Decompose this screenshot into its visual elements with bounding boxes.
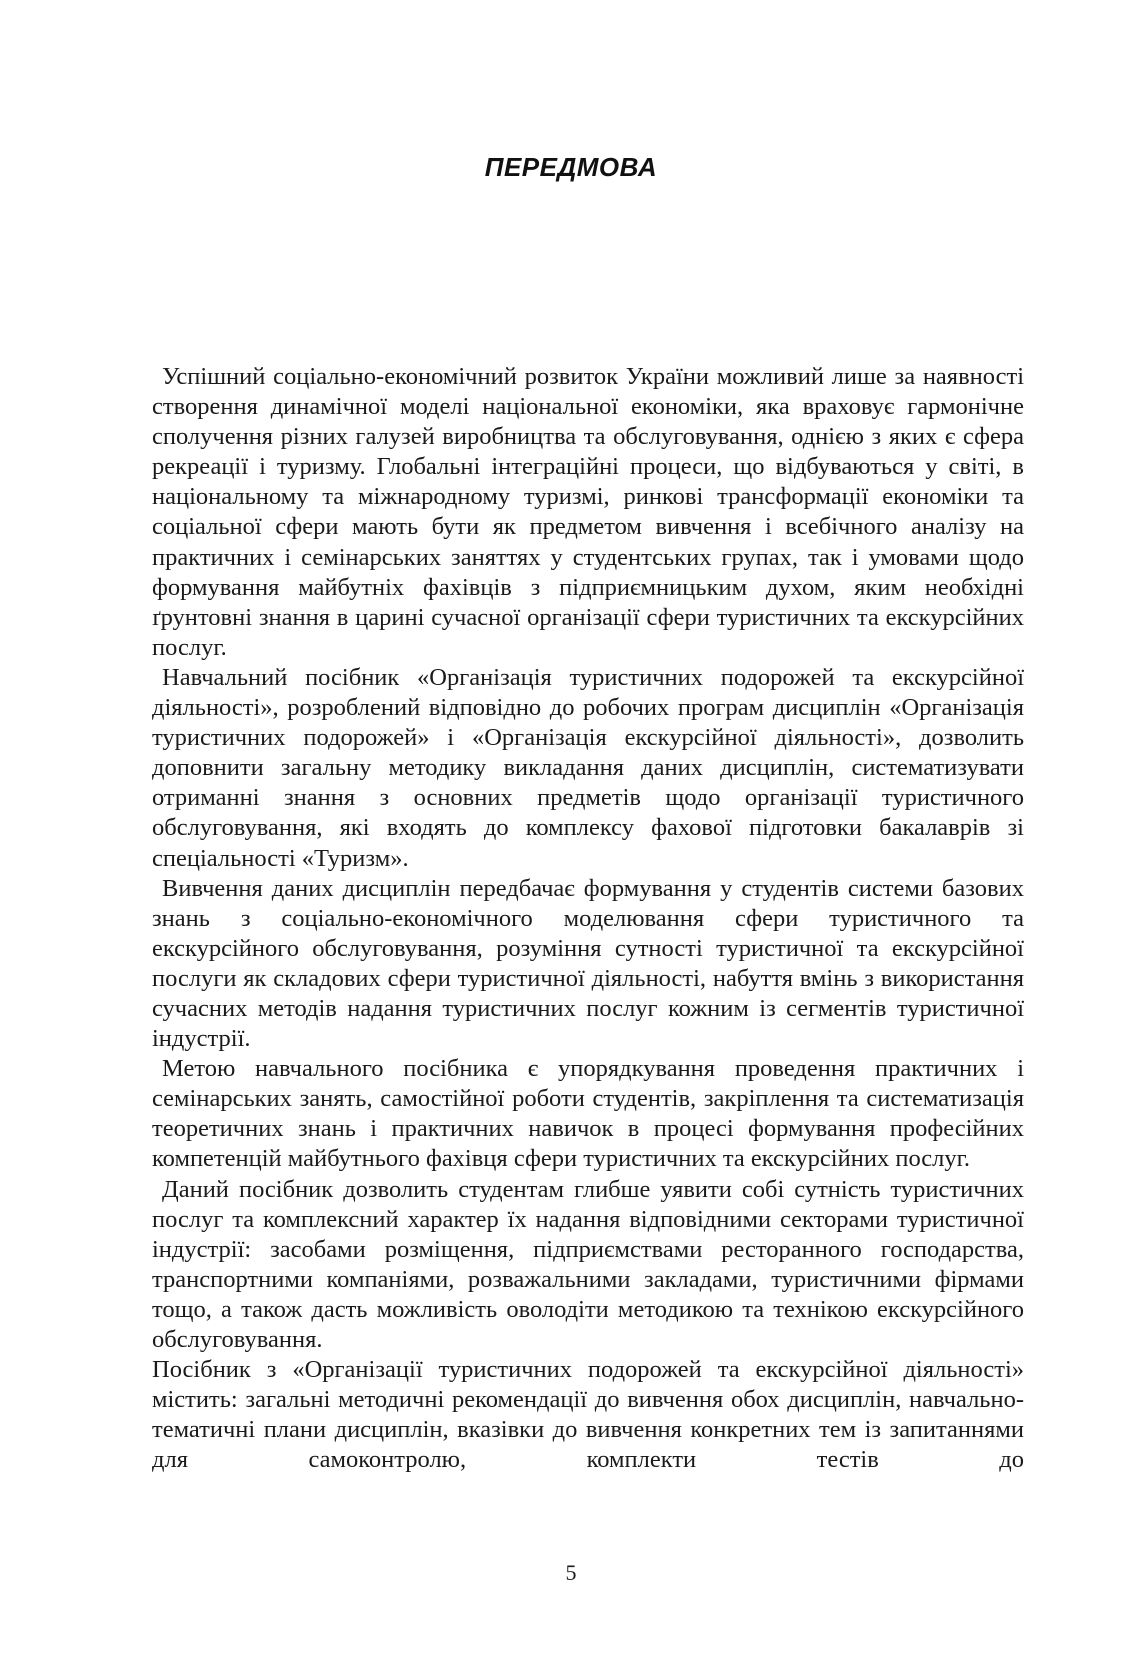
paragraph: Даний посібник дозволить студентам глибше уявити собі сутність туристичних послуг та комплексний характер їх надання відповідними секторами туристичної індустрії: засобами розміщення, підприємствами ресторанного господарства, транспортними компаніями, розважальними закладами, туристичними фірмами тощо, а також дасть можливість оволодіти методикою та технікою екскурсійного обслуговування. — [152, 1175, 1024, 1353]
body-text — [152, 362, 1024, 1475]
page-title: ПЕРЕДМОВА — [484, 152, 658, 182]
paragraph: Успішний соціально-економічний розвиток України можливий лише за наявності створення динамічної моделі національної економіки, яка враховує гармонічне сполучення різних галузей виробництва та обслуговування, однією з яких є сфера рекреації і туризму. Глобальні інтеграційні процеси, що відбуваються у світі, в національному та міжнародному туризмі, ринкові трансформації економіки та соціальної сфери мають бути як предметом вивчення і всебічного аналізу на практичних і семінарських заняттях у студентських групах, так і умовами щодо формування майбутніх фахівців з підприємницьким духом, яким необхідні ґрунтовні знання в царині сучасної організації сфери туристичних та екскурсійних послуг. — [152, 363, 1024, 661]
paragraph: Посібник з «Організації туристичних подорожей та екскурсійної діяльності» містить: загальні методичні рекомендації до вивчення обох дисциплін, навчально-тематичні плани дисциплін, вказівки до вивчення конкретних тем із запитаннями для самоконтролю, комплекти тестів до — [152, 1356, 1024, 1474]
paragraph: Метою навчального посібника є упорядкування проведення практичних і семінарських занять, самостійної роботи студентів, закріплення та систематизація теоретичних знань і практичних навичок в процесі формування професійних компетенцій майбутнього фахівця сфери туристичних та екскурсійних послуг. — [152, 1055, 1024, 1173]
paragraph: Навчальний посібник «Організація туристичних подорожей та екскурсійної діяльності», розроблений відповідно до робочих програм дисциплін «Організація туристичних подорожей» і «Організація екскурсійної діяльності», дозволить доповнити загальну методику викладання даних дисциплін, систематизувати отриманні знання з основних предметів щодо організації туристичного обслуговування, які входять до комплексу фахової підготовки бакалаврів зі спеціальності «Туризм». — [152, 663, 1024, 872]
paragraph: Вивчення даних дисциплін передбачає формування у студентів системи базових знань з соціально-економічного моделювання сфери туристичного та екскурсійного обслуговування, розуміння сутності туристичної та екскурсійної послуги як складових сфери туристичної діяльності, набуття вмінь з використання сучасних методів надання туристичних послуг кожним із сегментів туристичної індустрії. — [152, 874, 1024, 1053]
page-number: 5 — [565, 1560, 577, 1585]
